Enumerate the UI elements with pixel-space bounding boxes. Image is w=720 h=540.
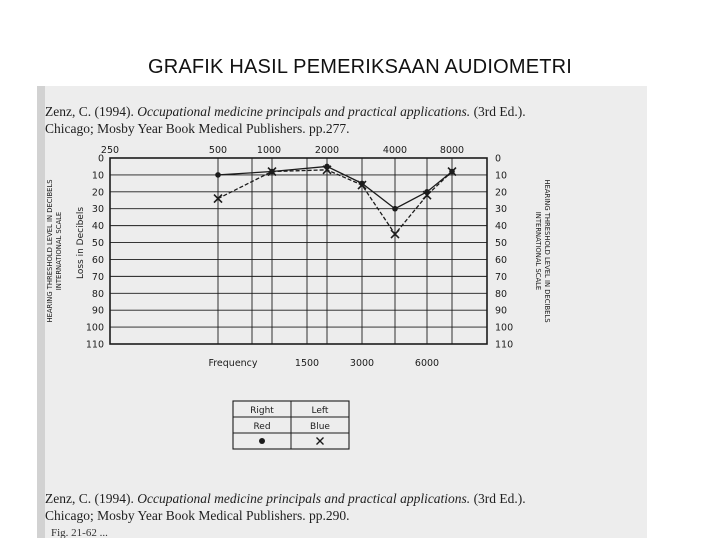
y-tick-label-right: 100 [495, 322, 514, 334]
legend-marker-x [317, 438, 324, 445]
caption-fragment: Fig. 21-62 ... [51, 527, 108, 538]
y-tick-label-left: 110 [85, 339, 104, 351]
plot-frame [110, 158, 487, 344]
citation-top-edition: (3rd Ed.). [473, 104, 526, 119]
citation-top-authors: Zenz, C. (1994). [45, 104, 134, 119]
legend-marker-circle [259, 438, 265, 444]
y-tick-label-left: 70 [91, 271, 104, 283]
legend-color-label: Blue [310, 422, 330, 432]
y-tick-label-left: 80 [91, 288, 104, 300]
y-tick-label-right: 40 [495, 221, 508, 233]
x-top-tick-label: 4000 [382, 145, 408, 156]
x-bottom-tick-label: 3000 [349, 358, 375, 369]
x-axis-label: Frequency [208, 358, 258, 369]
series-line [218, 170, 452, 234]
y-tick-label-left: 50 [91, 238, 104, 250]
x-top-tick-label: 500 [208, 145, 228, 156]
y-tick-label-left: 90 [91, 305, 104, 317]
citation-bottom-line2: Chicago; Mosby Year Book Medical Publishers. pp.290. [45, 508, 350, 523]
y-axis-title-outer-scale: INTERNATIONAL SCALE [55, 211, 63, 291]
x-top-tick-label: 2000 [314, 145, 340, 156]
y-tick-label-left: 40 [91, 221, 104, 233]
y-axis-title-inner: Loss in Decibels [76, 206, 86, 280]
citation-top-line2: Chicago; Mosby Year Book Medical Publishers. pp.277. [45, 121, 350, 136]
y-tick-label-right: 0 [495, 153, 502, 165]
scanned-figure [37, 86, 647, 538]
legend-header: Left [311, 406, 329, 416]
y-axis-title-outer: HEARING THRESHOLD LEVEL IN DECIBELS [46, 179, 54, 323]
x-top-tick-label: 8000 [439, 145, 465, 156]
x-bottom-tick-label: 1500 [294, 358, 320, 369]
citation-top-line1 [45, 104, 526, 120]
audiogram-chart [37, 138, 647, 488]
y-tick-label-left: 60 [91, 254, 104, 266]
x-bottom-tick-label: 6000 [414, 358, 440, 369]
y-tick-label-right: 70 [495, 271, 508, 283]
slide-title: GRAFIK HASIL PEMERIKSAAN AUDIOMETRI [147, 56, 573, 78]
y-tick-label-right: 20 [495, 187, 508, 199]
y-tick-label-left: 0 [97, 153, 104, 165]
y-tick-label-right: 110 [495, 339, 514, 351]
y-tick-label-right: 50 [495, 238, 508, 250]
legend-header: Right [250, 406, 274, 416]
y-tick-label-left: 30 [91, 204, 104, 216]
data-point-circle [392, 206, 398, 212]
y-tick-label-right: 80 [495, 288, 508, 300]
y-tick-label-right: 30 [495, 204, 508, 216]
citation-bottom-title: Occupational medicine principals and practical applications. [137, 491, 471, 506]
citation-top-title: Occupational medicine principals and practical applications. [137, 104, 471, 119]
citation-bottom-authors: Zenz, C. (1994). [45, 491, 134, 506]
y-tick-label-left: 10 [91, 170, 104, 182]
y-tick-label-right: 60 [495, 254, 508, 266]
data-point-circle [215, 172, 221, 178]
x-top-tick-label: 1000 [256, 145, 282, 156]
citation-bottom-line1 [45, 491, 526, 507]
x-top-tick-label: 250 [100, 145, 120, 156]
y-tick-label-right: 10 [495, 170, 508, 182]
citation-bottom-edition: (3rd Ed.). [473, 491, 526, 506]
y-tick-label-right: 90 [495, 305, 508, 317]
y-tick-label-left: 20 [91, 187, 104, 199]
legend-color-label: Red [253, 422, 271, 432]
y-axis-title-right-scale: INTERNATIONAL SCALE [534, 211, 542, 291]
y-axis-title-right: HEARING THRESHOLD LEVEL IN DECIBELS [543, 179, 551, 323]
y-tick-label-left: 100 [85, 322, 104, 334]
